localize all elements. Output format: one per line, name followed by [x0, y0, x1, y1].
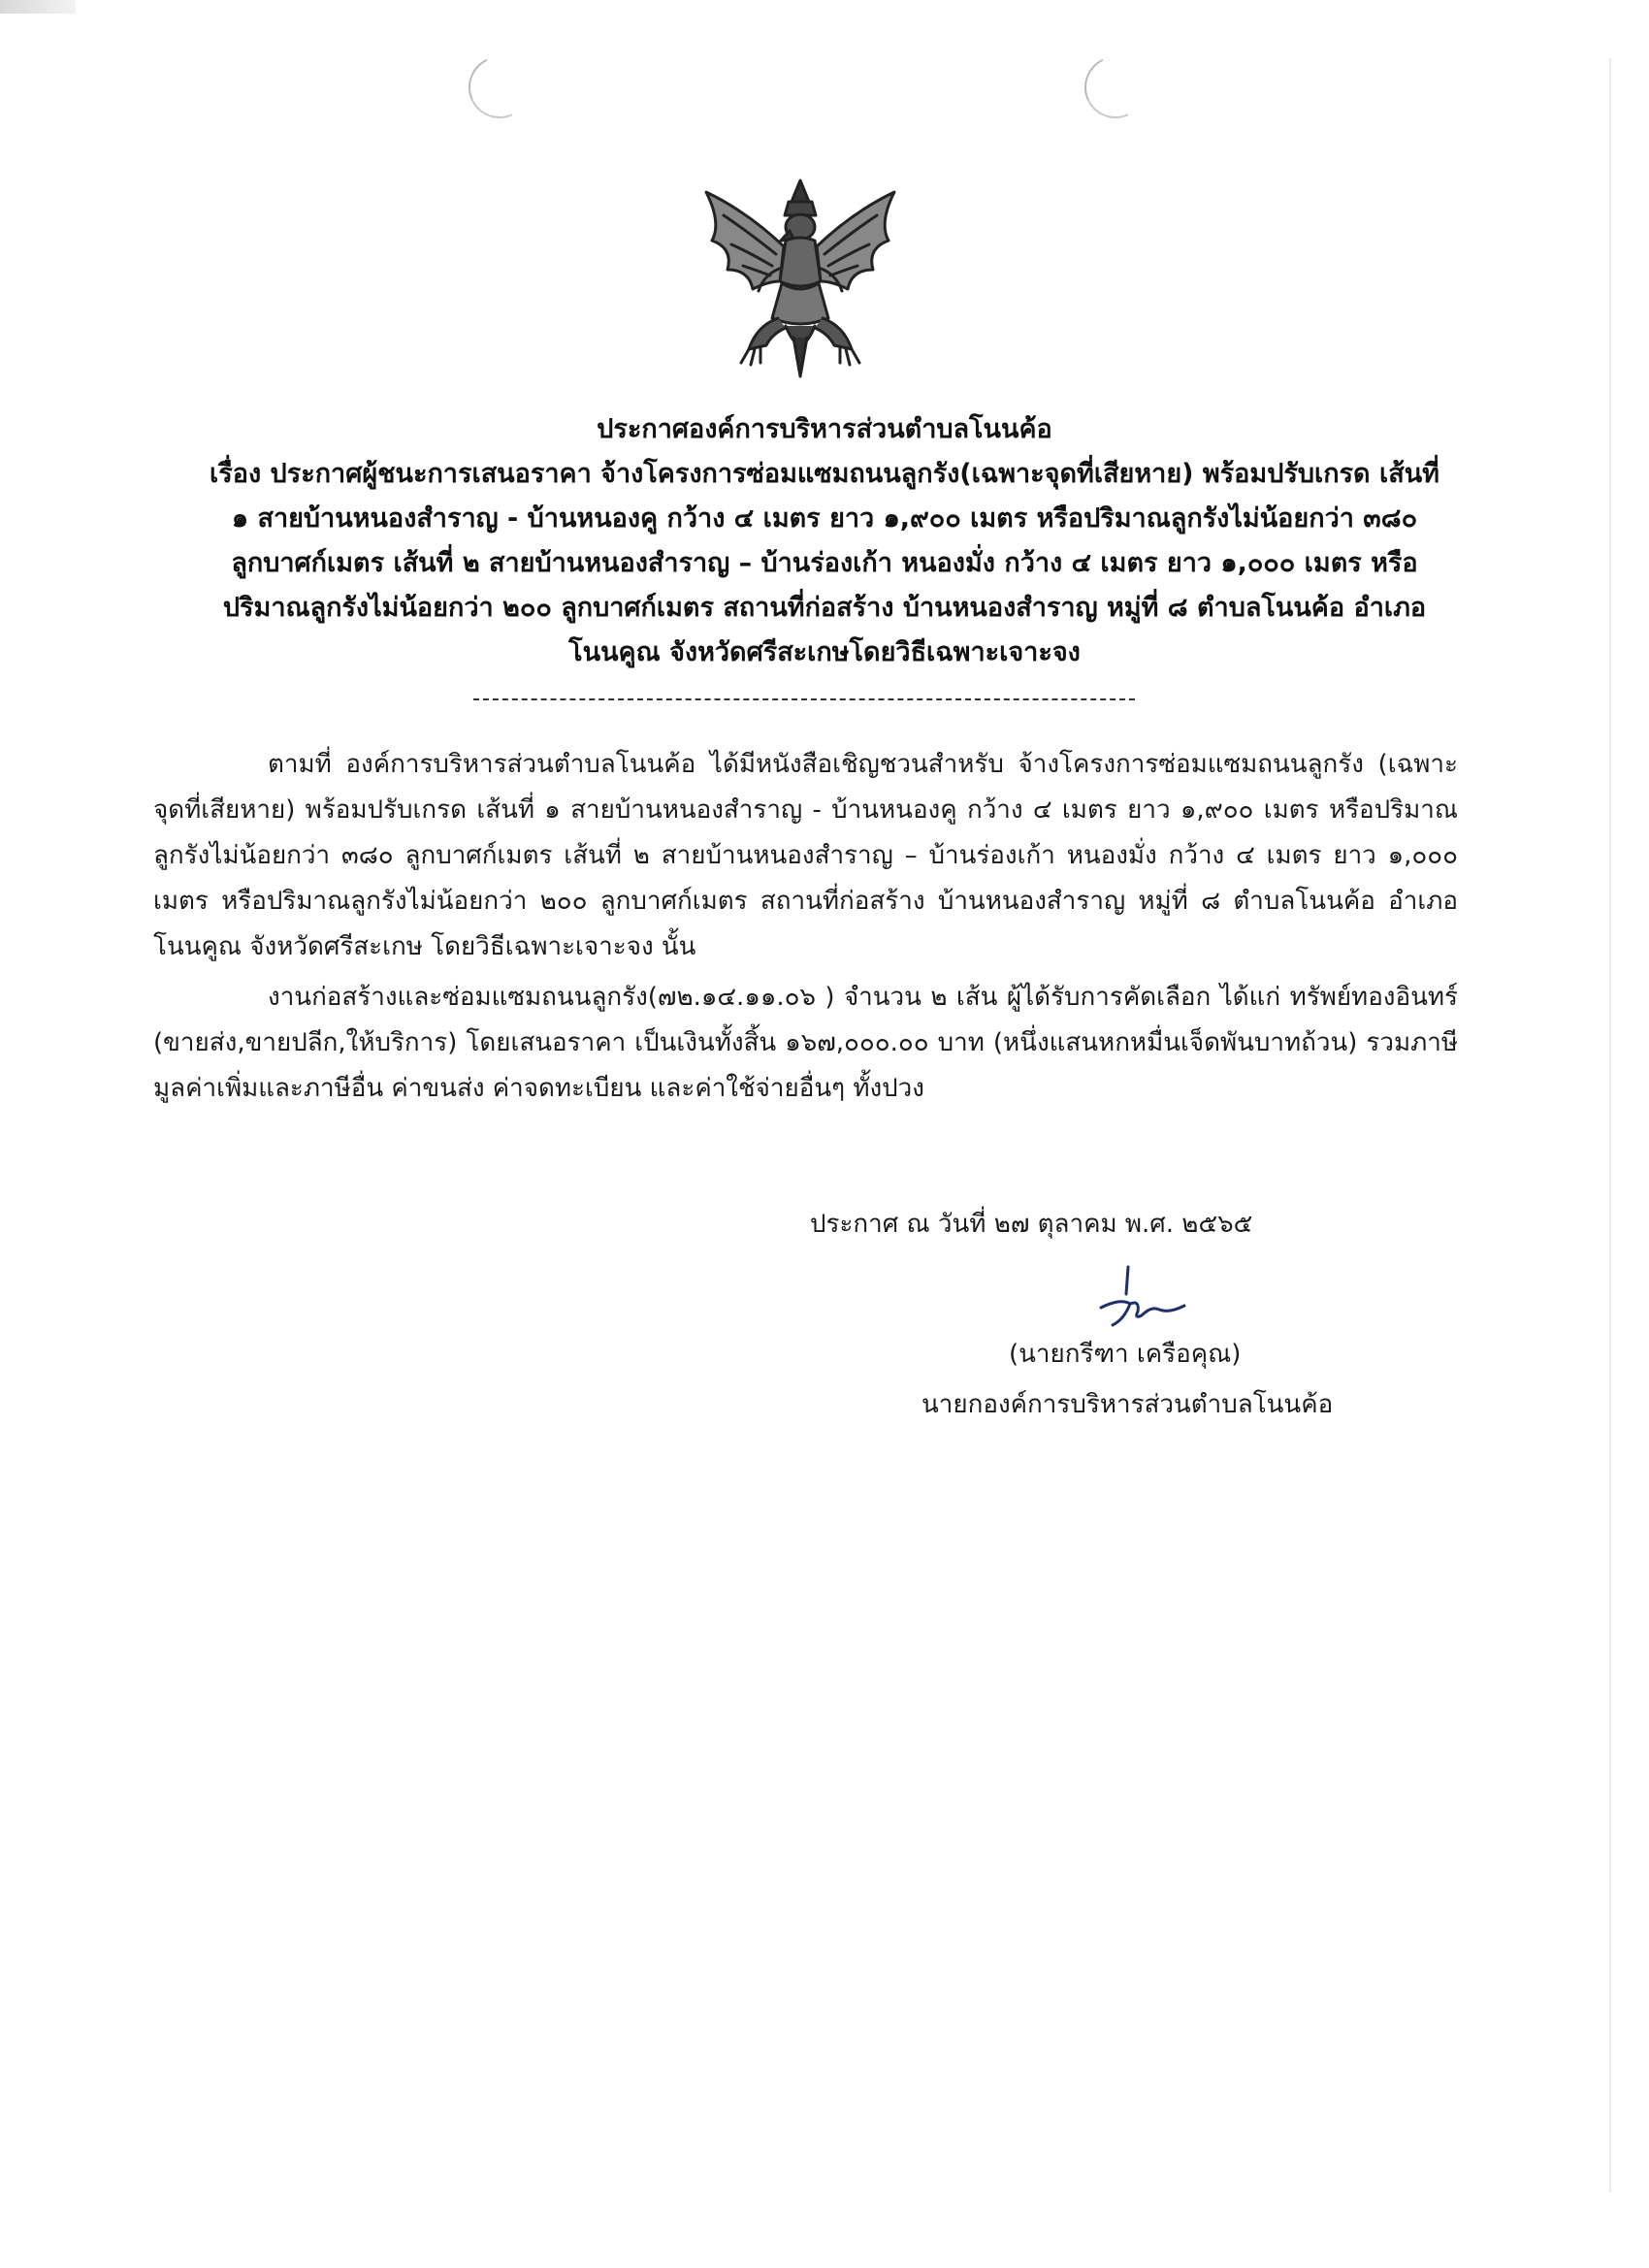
section-divider [473, 698, 1135, 700]
subject-line: ลูกบาศก์เมตร เส้นที่ ๒ สายบ้านหนองสำราญ – บ้านร่องเก้า หนองมั่ง กว้าง ๔ เมตร ยาว ๑,๐๐๐ เมตร หรือ [231, 548, 1418, 578]
subject-line: โนนคูณ จังหวัดศรีสะเกษโดยวิธีเฉพาะเจาะจง [568, 637, 1081, 667]
body-paragraph-invitation [153, 742, 1458, 970]
signer-name: (นายกรีฑา เครือคุณ) [1009, 1340, 1242, 1369]
subject-heading [126, 452, 1523, 675]
subject-line: ปริมาณลูกรังไม่น้อยกว่า ๒๐๐ ลูกบาศก์เมตร สถานที่ก่อสร้าง บ้านหนองสำราญ หมู่ที่ ๘ ตำบลโนนค้อ อำเภอ [222, 593, 1427, 623]
paragraph-text: ตามที่ องค์การบริหารส่วนตำบลโนนค้อ ได้มีหนังสือเชิญชวนสำหรับ จ้างโครงการซ่อมแซมถนนลูกรัง (เฉพาะจุดที่เสียหาย) พร้อมปรับเกรด เส้นที่ ๑ สายบ้านหนองสำราญ - บ้านหนองคู กว้าง ๔ เมตร ยาว ๑,๙๐๐ เมตร หรือปริมาณลูกรังไม่น้อยกว่า ๓๘๐ ลูกบาศก์เมตร เส้นที่ ๒ สายบ้านหนองสำราญ – บ้านร่องเก้า หนองมั่ง กว้าง ๔ เมตร ยาว ๑,๐๐๐ เมตร หรือปริมาณลูกรังไม่น้อยกว่า ๒๐๐ ลูกบาศก์เมตร สถานที่ก่อสร้าง บ้านหนองสำราญ หมู่ที่ ๘ ตำบลโนนค้อ อำเภอโนนคูณ จังหวัดศรีสะเกษ โดยวิธีเฉพาะเจาะจง นั้น [153, 750, 1458, 961]
punch-hole-right [1076, 48, 1155, 127]
punch-hole-left [460, 48, 539, 127]
body-paragraph-winner [153, 975, 1458, 1112]
scan-artifact [0, 0, 76, 14]
scan-edge-line [1609, 58, 1611, 2192]
subject-line: เรื่อง ประกาศผู้ชนะการเสนอราคา จ้างโครงการซ่อมแซมถนนลูกรัง(เฉพาะจุดที่เสียหาย) พร้อมปรับเกรด เส้นที่ [210, 459, 1439, 489]
announcement-date: ประกาศ ณ วันที่ ๒๗ ตุลาคม พ.ศ. ๒๕๖๕ [810, 1210, 1253, 1239]
paragraph-text: งานก่อสร้างและซ่อมแซมถนนลูกรัง(๗๒.๑๔.๑๑.๐๖ ) จำนวน ๒ เส้น ผู้ได้รับการคัดเลือก ได้แก่ ทรัพย์ทองอินทร์ (ขายส่ง,ขายปลีก,ให้บริการ) โดยเสนอราคา เป็นเงินทั้งสิ้น ๑๖๗,๐๐๐.๐๐ บาท (หนึ่งแสนหกหมื่นเจ็ดพันบาทถ้วน) รวมภาษีมูลค่าเพิ่มและภาษีอื่น ค่าขนส่ง ค่าจดทะเบียน และค่าใช้จ่ายอื่นๆ ทั้งปวง [153, 983, 1458, 1103]
handwritten-signature-icon [1062, 1261, 1198, 1339]
signer-title: นายกองค์การบริหารส่วนตำบลโนนค้อ [922, 1390, 1334, 1419]
subject-line: ๑ สายบ้านหนองสำราญ - บ้านหนองคู กว้าง ๔ เมตร ยาว ๑,๙๐๐ เมตร หรือปริมาณลูกรังไม่น้อยกว่า ๓๘๐ [231, 503, 1418, 534]
garuda-emblem-icon [689, 173, 912, 386]
organization-title: ประกาศองค์การบริหารส่วนตำบลโนนค้อ [597, 414, 1052, 444]
